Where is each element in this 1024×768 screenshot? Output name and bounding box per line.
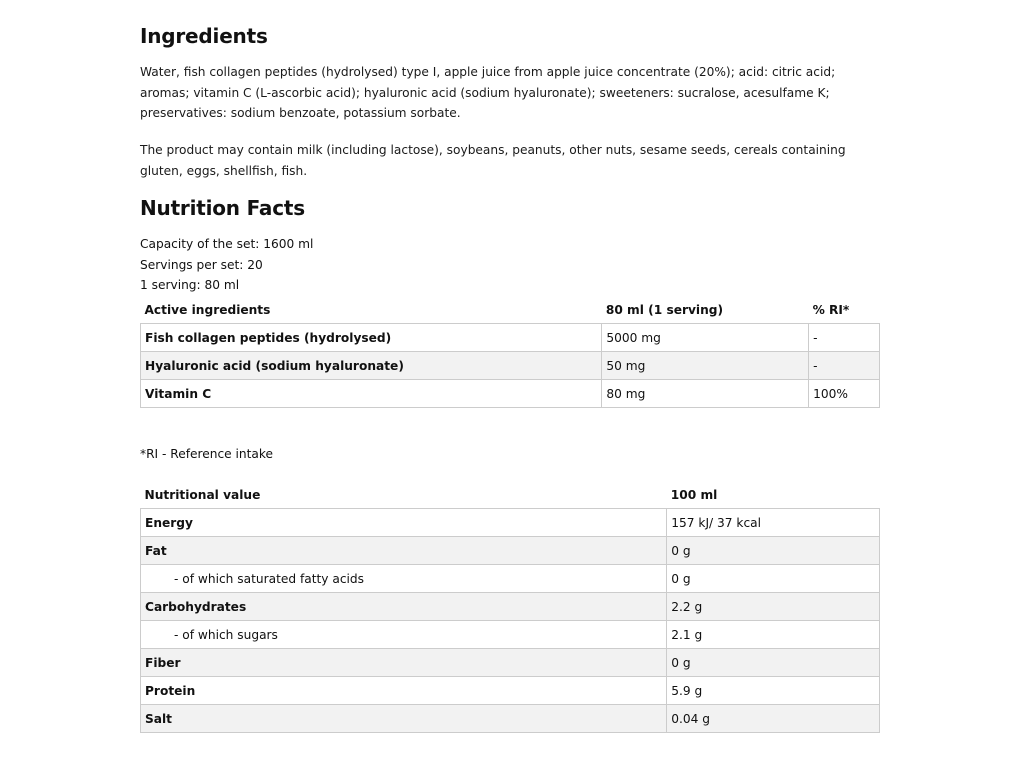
ingredient-amount: 80 mg <box>602 380 809 408</box>
ingredient-name: Hyaluronic acid (sodium hyaluronate) <box>141 352 602 380</box>
table-row <box>141 705 880 733</box>
servings-text: Servings per set: 20 <box>140 257 263 272</box>
table-row <box>141 565 880 593</box>
table-row <box>141 352 880 380</box>
nutrient-value: 2.2 g <box>667 593 880 621</box>
table-header-row <box>141 481 880 509</box>
ingredient-ri: - <box>809 352 880 380</box>
column-header: 100 ml <box>670 487 718 502</box>
nutrient-name: Energy <box>141 509 667 537</box>
table-row <box>141 621 880 649</box>
ingredients-text: Water, fish collagen peptides (hydrolysed) type I, apple juice from apple juice concentrate (20%); acid: citric acid; aromas; vitamin C (L-ascorbic acid); hyaluronic acid (sodium hyaluronate); sweeteners: sucralose, acesulfame K; preservatives: sodium benzoate, potassium sorbate. <box>140 65 836 120</box>
nutrient-subname: - of which sugars <box>141 621 667 649</box>
column-header: Nutritional value <box>144 487 261 502</box>
nutrient-name: Salt <box>141 705 667 733</box>
ingredient-name: Vitamin C <box>141 380 602 408</box>
ingredient-amount: 50 mg <box>602 352 809 380</box>
ingredients-heading: Ingredients <box>140 24 268 48</box>
column-header: % RI* <box>812 302 850 317</box>
table-row <box>141 509 880 537</box>
column-header: 80 ml (1 serving) <box>605 302 724 317</box>
active-ingredients-table <box>140 296 880 408</box>
nutrient-name: Carbohydrates <box>141 593 667 621</box>
nutrient-value: 0 g <box>667 537 880 565</box>
ingredient-amount: 5000 mg <box>602 324 809 352</box>
nutrient-value: 0.04 g <box>667 705 880 733</box>
table-row <box>141 677 880 705</box>
ingredient-ri: - <box>809 324 880 352</box>
ingredient-ri: 100% <box>809 380 880 408</box>
nutrient-value: 0 g <box>667 649 880 677</box>
nutrient-value: 0 g <box>667 565 880 593</box>
table-row <box>141 537 880 565</box>
column-header: Active ingredients <box>144 302 271 317</box>
allergen-text: The product may contain milk (including lactose), soybeans, peanuts, other nuts, sesame seeds, cereals containing gluten, eggs, shellfish, fish. <box>140 143 846 178</box>
nutrient-name: Fiber <box>141 649 667 677</box>
nutrient-value: 157 kJ/ 37 kcal <box>667 509 880 537</box>
ri-footnote: *RI - Reference intake <box>140 447 274 461</box>
table-header-row <box>141 296 880 324</box>
nutrition-heading: Nutrition Facts <box>140 196 305 220</box>
nutrient-value: 5.9 g <box>667 677 880 705</box>
nutrient-name: Fat <box>141 537 667 565</box>
nutrient-name: Protein <box>141 677 667 705</box>
nutritional-value-table <box>140 481 880 733</box>
serving-size-text: 1 serving: 80 ml <box>140 278 240 292</box>
serving-info <box>140 234 313 296</box>
nutrient-subname: - of which saturated fatty acids <box>141 565 667 593</box>
table-row <box>141 324 880 352</box>
ingredient-name: Fish collagen peptides (hydrolysed) <box>141 324 602 352</box>
table-row <box>141 380 880 408</box>
table-row <box>141 593 880 621</box>
nutrient-value: 2.1 g <box>667 621 880 649</box>
capacity-text: Capacity of the set: 1600 ml <box>140 237 314 251</box>
table-row <box>141 649 880 677</box>
